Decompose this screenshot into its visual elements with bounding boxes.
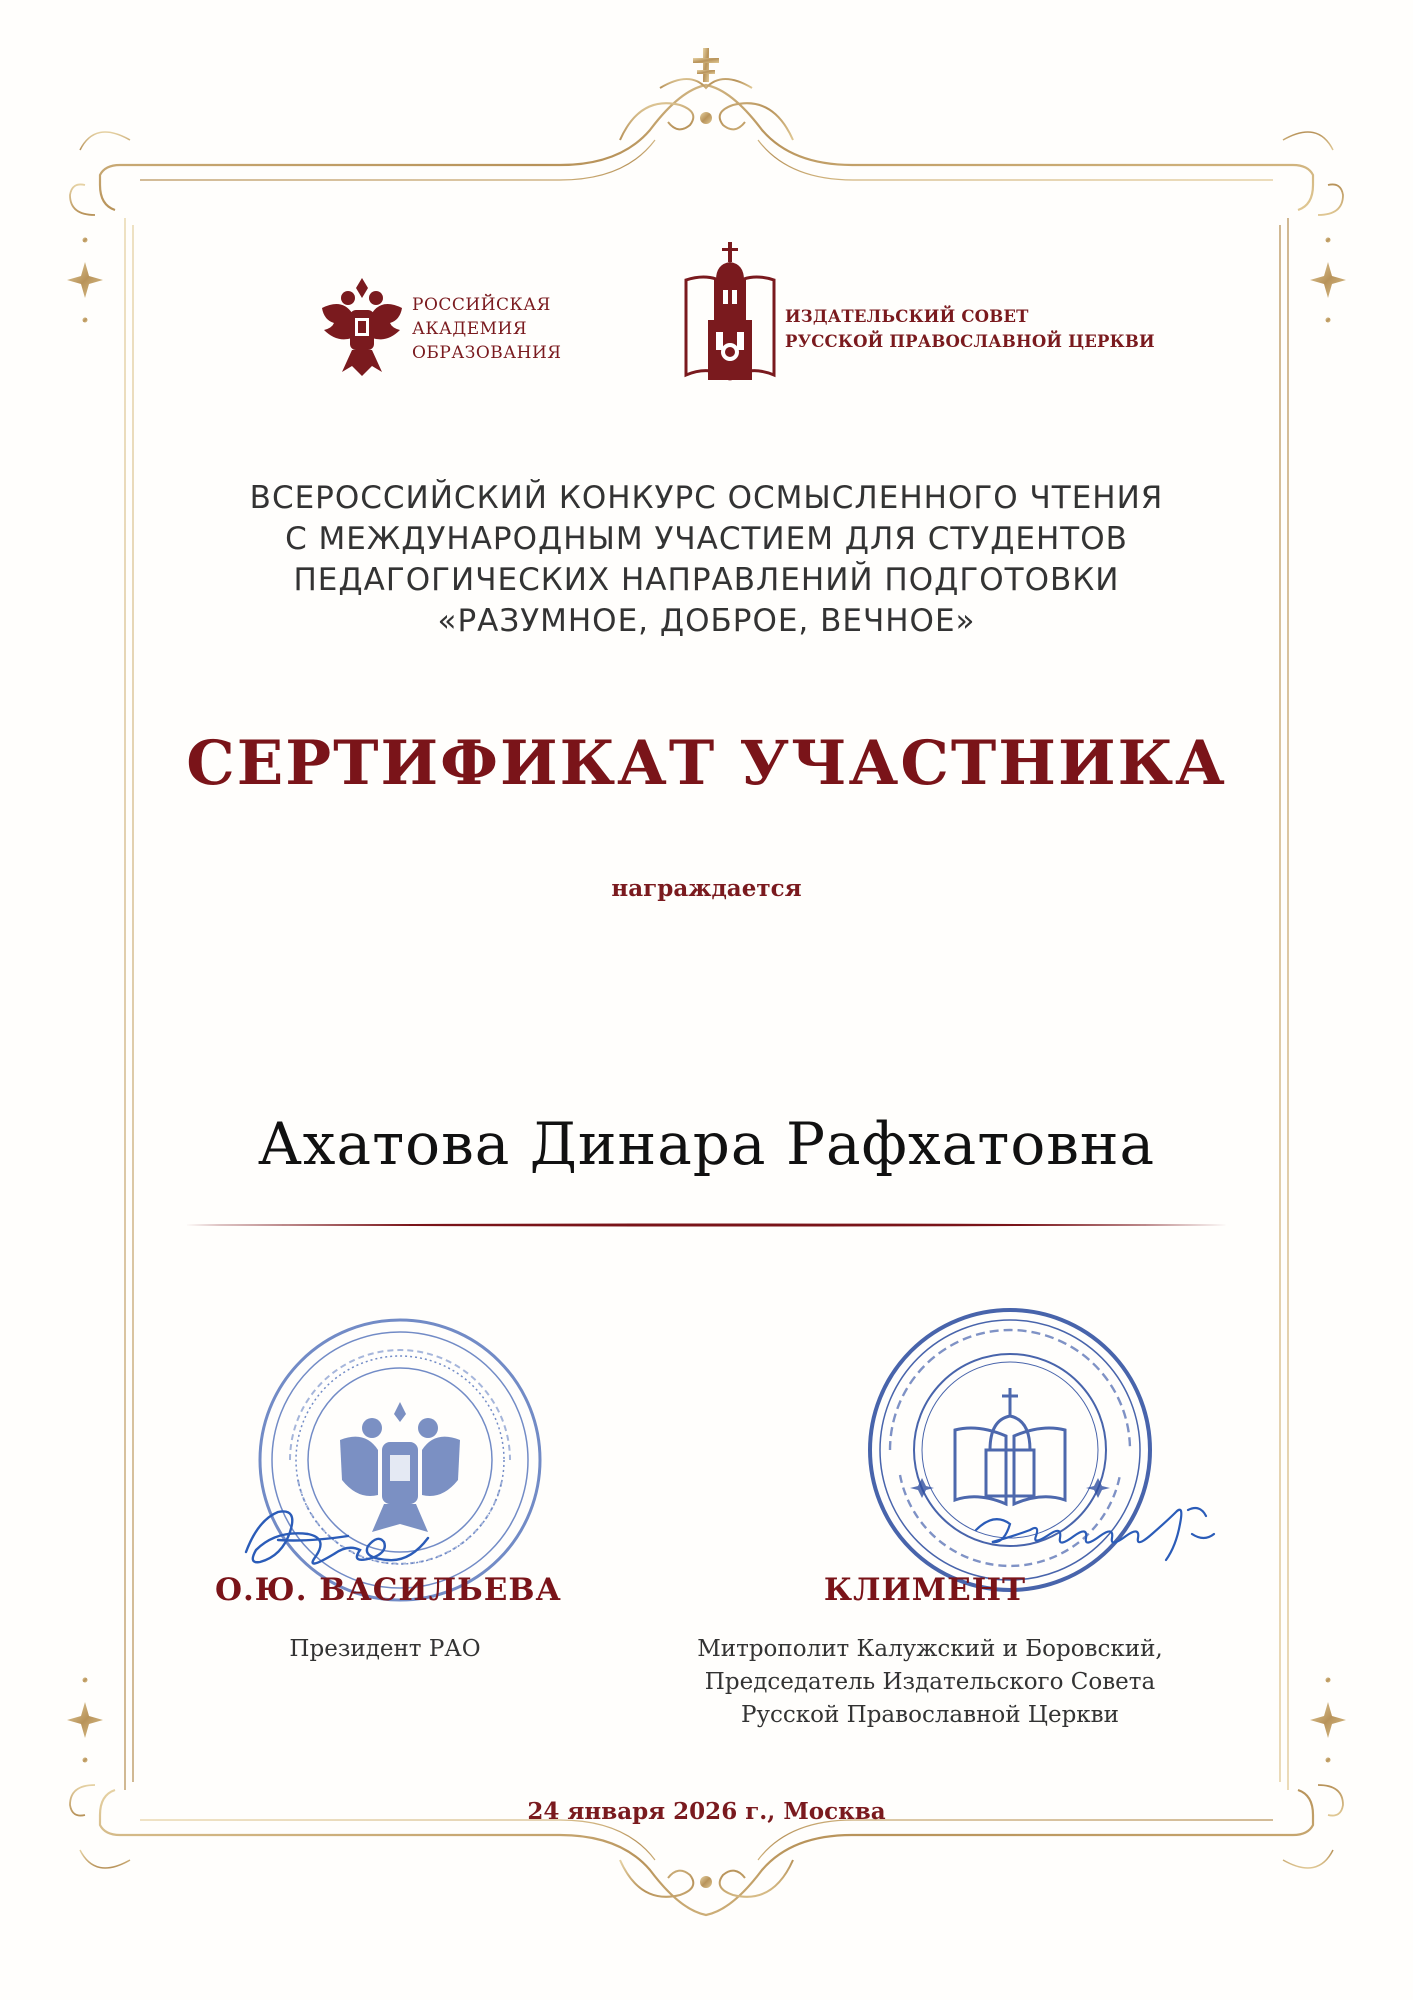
publishing-council-logo-line: ИЗДАТЕЛЬСКИЙ СОВЕТ: [785, 307, 1029, 326]
signature-left-autograph: [238, 1490, 438, 1580]
name-underline: [185, 1222, 1228, 1228]
awarded-label: награждается: [611, 875, 802, 902]
contest-name: [120, 478, 1293, 642]
contest-name-line: С МЕЖДУНАРОДНЫМ УЧАСТИЕМ ДЛЯ СТУДЕНТОВ: [285, 521, 1128, 557]
contest-name-line: ПЕДАГОГИЧЕСКИХ НАПРАВЛЕНИЙ ПОДГОТОВКИ: [293, 562, 1120, 598]
signer-right-role-line: Русской Православной Церкви: [741, 1702, 1119, 1728]
rao-logo-line: АКАДЕМИЯ: [412, 319, 528, 339]
rao-logo-line: ОБРАЗОВАНИЯ: [412, 343, 562, 363]
rao-logo-line: РОССИЙСКАЯ: [412, 295, 551, 315]
signer-right-role-line: Митрополит Калужский и Боровский,: [697, 1636, 1163, 1662]
publishing-council-logo-line: РУССКОЙ ПРАВОСЛАВНОЙ ЦЕРКВИ: [785, 332, 1155, 351]
signer-right-name: КЛИМЕНТ: [823, 1572, 1027, 1608]
signature-right-autograph: [970, 1490, 1220, 1570]
signer-left-name: О.Ю. ВАСИЛЬЕВА: [215, 1572, 562, 1608]
signer-right-role-line: Председатель Издательского Совета: [704, 1669, 1156, 1695]
contest-name-line: «РАЗУМНОЕ, ДОБРОЕ, ВЕЧНОЕ»: [437, 603, 976, 639]
recipient-name: Ахатова Динара Рафхатовна: [257, 1110, 1156, 1178]
date-place: 24 января 2026 г., Москва: [527, 1798, 886, 1825]
church-book-icon: [680, 240, 780, 390]
contest-name-line: ВСЕРОССИЙСКИЙ КОНКУРС ОСМЫСЛЕННОГО ЧТЕНИЯ: [249, 480, 1164, 516]
publishing-council-logo: [680, 240, 1160, 390]
double-headed-eagle-icon: [312, 268, 412, 388]
signer-left-role: Президент РАО: [289, 1636, 481, 1662]
rao-logo: [312, 268, 572, 388]
certificate-title: СЕРТИФИКАТ УЧАСТНИКА: [186, 728, 1227, 799]
signer-right-role: [670, 1633, 1190, 1732]
